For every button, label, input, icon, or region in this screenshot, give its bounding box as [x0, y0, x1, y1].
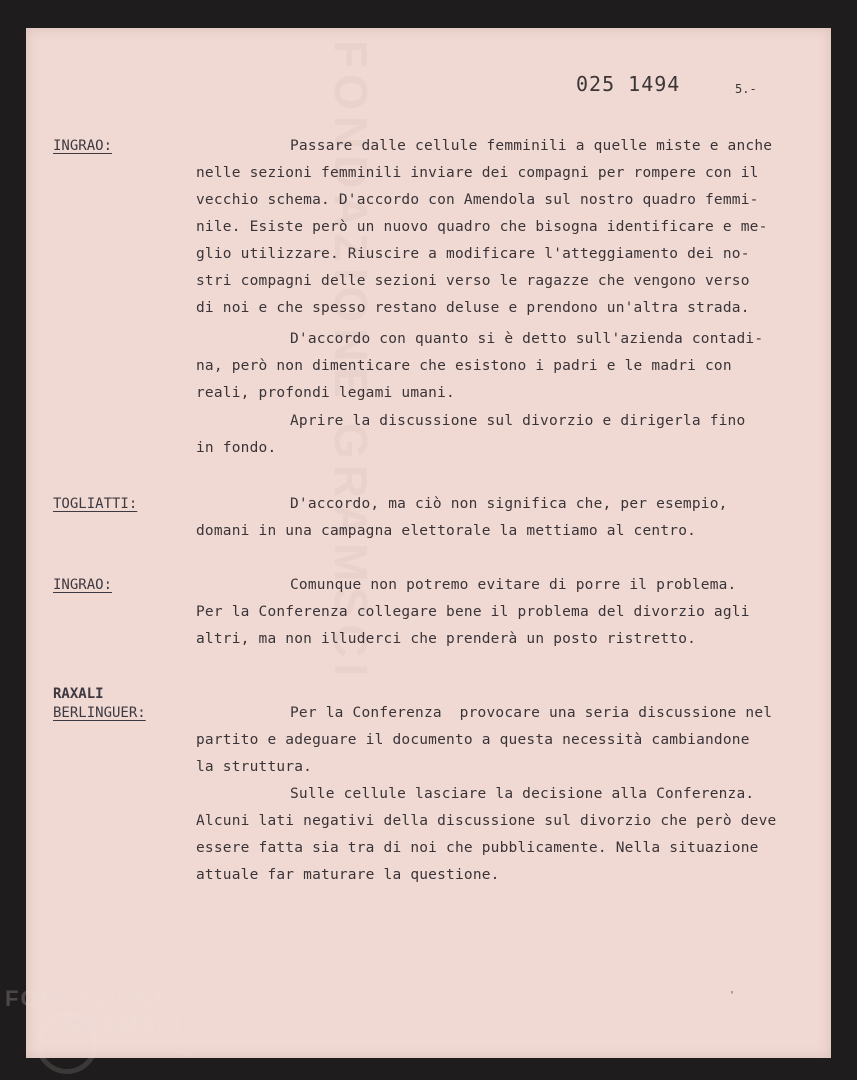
- struck-speaker-label: RAXALI: [53, 686, 104, 702]
- speaker-label: BERLINGUER:: [53, 705, 146, 721]
- text-line: glio utilizzare. Riuscire a modificare l'atteggiamento dei no-: [196, 246, 750, 262]
- document-page: [26, 28, 831, 1058]
- text-line: D'accordo, ma ciò non significa che, per esempio,: [290, 496, 728, 512]
- text-line: domani in una campagna elettorale la mettiamo al centro.: [196, 523, 697, 539]
- text-line: na, però non dimenticare che esistono i padri e le madri con: [196, 358, 732, 374]
- speaker-label: INGRAO:: [53, 577, 113, 593]
- text-line: partito e adeguare il documento a questa necessità cambiandone: [196, 732, 750, 748]
- text-line: Comunque non potremo evitare di porre il problema.: [290, 577, 737, 593]
- text-line: Passare dalle cellule femminili a quelle miste e anche: [290, 138, 773, 154]
- text-line: vecchio schema. D'accordo con Amendola sul nostro quadro femmi-: [196, 192, 759, 208]
- watermark-line1: FONDAZIONE: [5, 986, 171, 1011]
- text-line: reali, profondi legami umani.: [196, 385, 455, 401]
- text-line: nelle sezioni femminili inviare dei compagni per rompere con il: [196, 165, 759, 181]
- text-line: altri, ma non illuderci che prenderà un posto ristretto.: [196, 631, 697, 647]
- text-line: Sulle cellule lasciare la decisione alla Conferenza.: [290, 786, 755, 802]
- text-line: Per la Conferenza provocare una seria discussione nel: [290, 705, 773, 721]
- page-number: 5.-: [735, 82, 757, 96]
- text-line: essere fatta sia tra di noi che pubblicamente. Nella situazione: [196, 840, 759, 856]
- text-line: D'accordo con quanto si è detto sull'azienda contadi-: [290, 331, 764, 347]
- vertical-watermark: FONDAZIONE GRAMSCI: [325, 40, 377, 683]
- text-line: di noi e che spesso restano deluse e prendono un'altra strada.: [196, 300, 750, 316]
- watermark-line2: GRAMSCI: [65, 1012, 183, 1037]
- speaker-label: TOGLIATTI:: [53, 496, 138, 512]
- text-line: nile. Esiste però un nuovo quadro che bisogna identificare e me-: [196, 219, 768, 235]
- fondazione-gramsci-watermark: [5, 986, 183, 1038]
- document-number: 025 1494: [576, 72, 681, 96]
- text-line: attuale far maturare la questione.: [196, 867, 500, 883]
- ink-mark: ': [729, 990, 736, 1001]
- text-line: stri compagni delle sezioni verso le ragazze che vengono verso: [196, 273, 750, 289]
- speaker-label: INGRAO:: [53, 138, 113, 154]
- watermark-onlus: onlus: [176, 1048, 198, 1058]
- text-line: Aprire la discussione sul divorzio e dirigerla fino: [290, 413, 746, 429]
- text-line: Alcuni lati negativi della discussione sul divorzio che però deve: [196, 813, 777, 829]
- text-line: la struttura.: [196, 759, 313, 775]
- text-line: Per la Conferenza collegare bene il problema del divorzio agli: [196, 604, 750, 620]
- text-line: in fondo.: [196, 440, 277, 456]
